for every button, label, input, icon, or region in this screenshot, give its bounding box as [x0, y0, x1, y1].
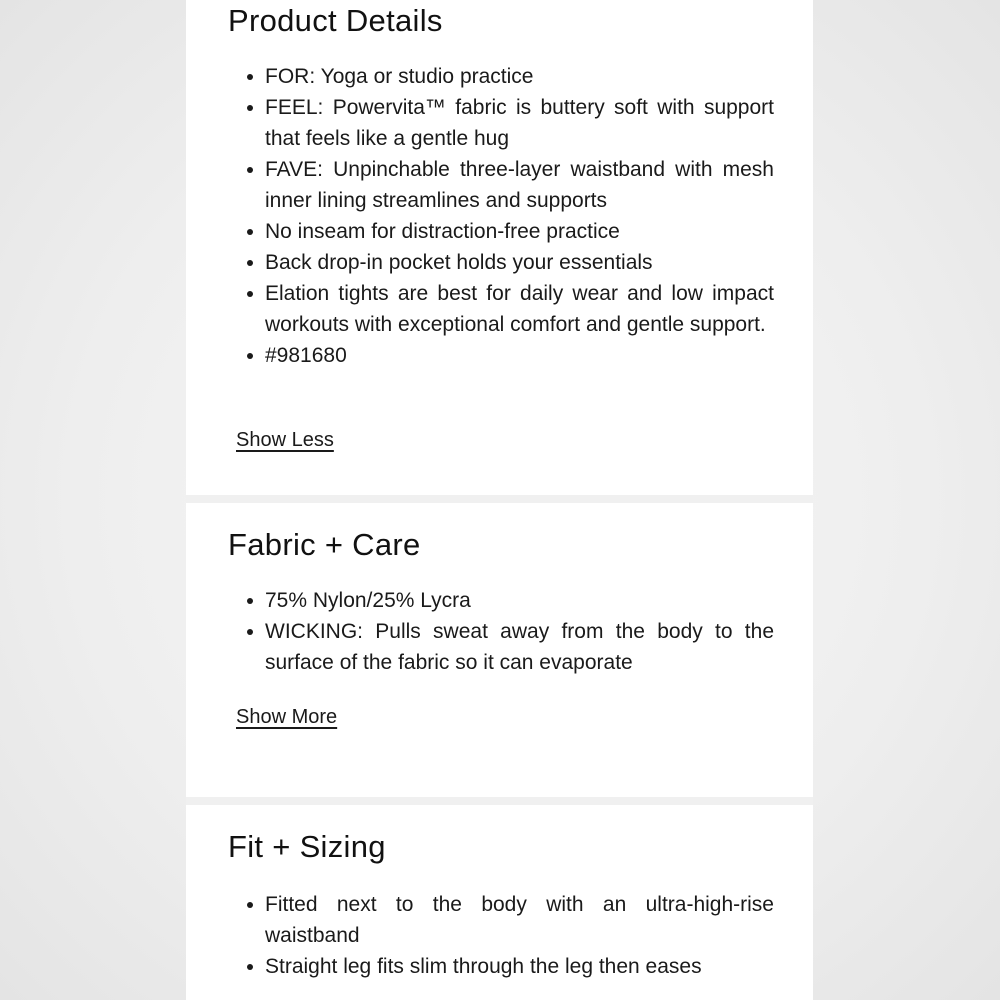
fabric-care-list: [228, 585, 774, 678]
list-item: FEEL: Powervita™ fabric is buttery soft with support that feels like a gentle hug: [265, 92, 774, 154]
list-item: Elation tights are best for daily wear and low impact workouts with exceptional comfort and gentle support.: [265, 278, 774, 340]
list-item: WICKING: Pulls sweat away from the body to the surface of the fabric so it can evaporate: [265, 616, 774, 678]
list-item: FAVE: Unpinchable three-layer waistband with mesh inner lining streamlines and supports: [265, 154, 774, 216]
list-item: #981680: [265, 340, 774, 371]
list-item: Back drop-in pocket holds your essentials: [265, 247, 774, 278]
product-details-list: [228, 61, 774, 371]
show-more-link[interactable]: Show More: [236, 706, 338, 728]
list-item: Fitted next to the body with an ultra-high-rise waistband: [265, 889, 774, 951]
fit-sizing-list: [228, 889, 774, 982]
fabric-care-title: Fabric + Care: [228, 527, 421, 562]
product-info-column: [186, 0, 813, 1000]
product-details-section: [186, 0, 813, 495]
fit-sizing-section: [186, 805, 813, 1000]
fabric-care-section: [186, 503, 813, 797]
fit-sizing-title: Fit + Sizing: [228, 829, 386, 864]
show-less-link[interactable]: Show Less: [236, 429, 334, 451]
list-item: FOR: Yoga or studio practice: [265, 61, 774, 92]
list-item: Straight leg fits slim through the leg then eases: [265, 951, 774, 982]
list-item: No inseam for distraction-free practice: [265, 216, 774, 247]
product-details-title: Product Details: [228, 3, 443, 38]
list-item: 75% Nylon/25% Lycra: [265, 585, 774, 616]
